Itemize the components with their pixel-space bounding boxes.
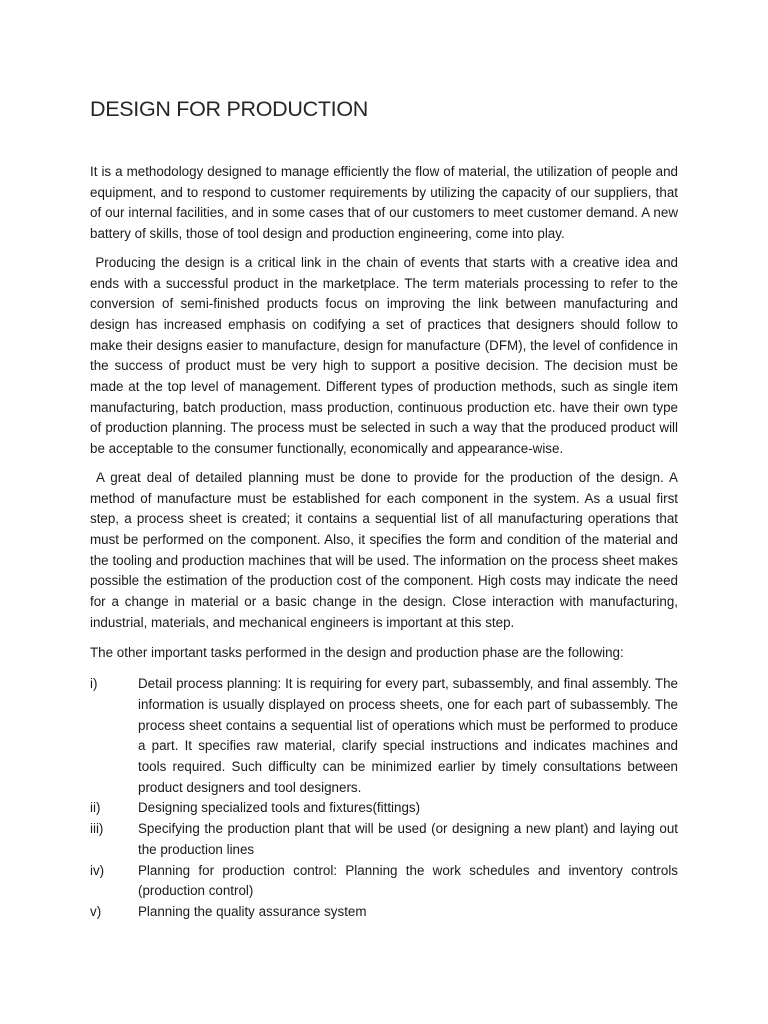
list-item-text: Specifying the production plant that will be used (or designing a new plant) and laying out the production lines bbox=[138, 821, 678, 857]
list-item-number: iv) bbox=[90, 862, 105, 878]
list-item bbox=[90, 902, 678, 923]
list-item bbox=[90, 674, 678, 798]
page-title: DESIGN FOR PRODUCTION bbox=[90, 97, 368, 121]
list-item-number: v) bbox=[90, 903, 102, 919]
list-item-text: Planning for production control: Planning the work schedules and inventory controls (production control) bbox=[138, 862, 678, 899]
document-page bbox=[90, 94, 682, 923]
list-intro: The other important tasks performed in the design and production phase are the following: bbox=[90, 645, 624, 661]
list-item-text: Designing specialized tools and fixtures(fittings) bbox=[138, 800, 421, 816]
list-item bbox=[90, 819, 678, 860]
paragraph-detailed-planning: A great deal of detailed planning must be done to provide for the production of the design. A method of manufacture must be established for each component in the system. As a usual first step, a process sheet is created; it contains a sequential list of all manufacturing operations that must be performed on the component. Also, it specifies the form and condition of the material and the tooling and production machines that will be used. The information on the process sheet makes possible the estimation of the production cost of the component. High costs may indicate the need for a change in material or a basic change in the design. Close interaction with manufacturing, industrial, materials, and mechanical engineers is important at this step. bbox=[90, 469, 682, 630]
list-item bbox=[90, 861, 678, 902]
list-item-number: iii) bbox=[90, 821, 104, 837]
task-list bbox=[90, 674, 678, 922]
list-item-text: Detail process planning: It is requiring for every part, subassembly, and final assembly. The information is usually displayed on process sheets, one for each part of subassembly. The process sheet contains a sequential list of operations which must be performed to produce a part. It specifies raw material, clarify special instructions and indicates machines and tools required. Such difficulty can be minimized earlier by timely consultations between product designers and tool designers. bbox=[138, 676, 678, 795]
paragraph-intro: It is a methodology designed to manage efficiently the flow of material, the utilization of people and equipment, and to respond to customer requirements by utilizing the capacity of our suppliers, that of our internal facilities, and in some cases that of our customers to meet customer demand. A new battery of skills, those of tool design and production engineering, come into play. bbox=[90, 164, 682, 242]
list-item-text: Planning the quality assurance system bbox=[138, 903, 367, 919]
paragraph-producing-design: Producing the design is a critical link in the chain of events that starts with a creative idea and ends with a successful product in the marketplace. The term materials processing to refer to the conversion of semi-finished products focus on improving the link between manufacturing and design has increased emphasis on codifying a set of practices that designers should follow to make their designs easier to manufacture, design for manufacture (DFM), the level of confidence in the success of product must be very high to support a positive decision. The decision must be made at the top level of management. Different types of production methods, such as single item manufacturing, batch production, mass production, continuous production etc. have their own type of production planning. The process must be selected in such a way that the produced product will be acceptable to the consumer functionally, economically and appearance-wise. bbox=[90, 254, 682, 457]
list-item-number: i) bbox=[90, 676, 98, 692]
list-item bbox=[90, 798, 678, 819]
list-item-number: ii) bbox=[90, 800, 101, 816]
